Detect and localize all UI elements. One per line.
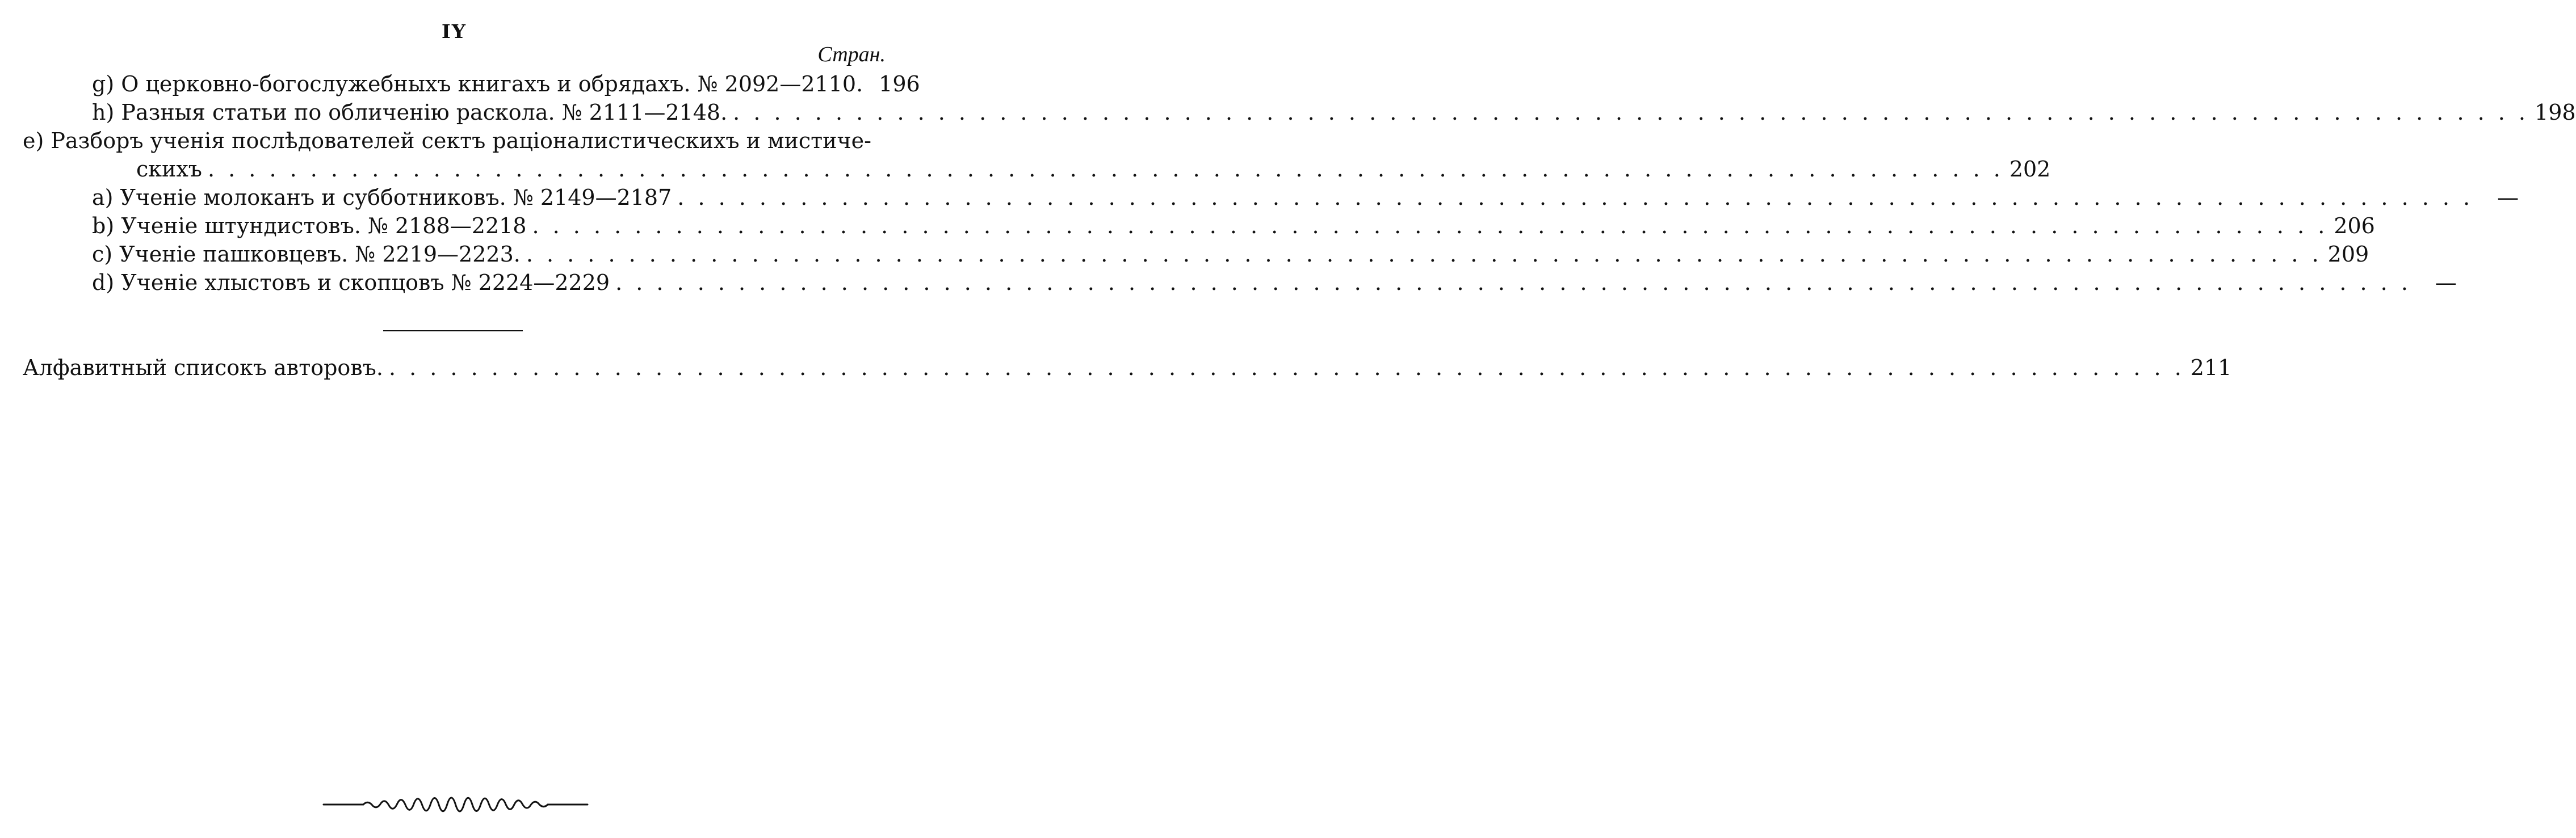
toc-entry-text: b) Ученіе штундистовъ. № 2188—2218 [92,213,527,238]
toc-entry [92,242,2369,270]
toc-leader [521,242,2328,267]
toc-entry-text: скихъ [136,157,202,182]
toc-entry-heading: e) Разборъ ученія послѣдователей сектъ раціоналистическихъ и мистиче- [23,128,871,153]
toc-entry-page: 198 [2535,100,2576,125]
toc-entry [92,185,2519,213]
toc-entry-page: 209 [2327,242,2369,267]
toc-entry [92,71,920,100]
toc-entry-appendix [23,355,2232,384]
toc-entry [92,213,2375,242]
toc-entry-text: a) Ученіе молоканъ и субботниковъ. № 2149—2187 [92,185,672,210]
toc-entry-page: — [2497,185,2519,210]
toc-leader [672,185,2479,210]
toc-leader [727,100,2535,125]
toc-leader [383,355,2191,380]
toc-leader [526,213,2334,238]
toc-entry [136,157,2051,185]
toc-entry-page: 202 [2009,157,2051,182]
toc-entry-page: — [2435,270,2457,295]
ornament-wavy-rule [324,794,588,815]
column-header: Стран. [817,43,886,66]
toc-entry-text: Алфавитный списокъ авторовъ. [23,355,383,380]
toc-entry [92,270,2457,298]
section-divider [383,330,523,331]
toc-entry-text: h) Разныя статьи по обличенію раскола. № 2111—2148. [92,100,728,125]
toc-entry-page: 206 [2334,213,2375,238]
toc-entry-text: d) Ученіе хлыстовъ и скопцовъ № 2224—2229 [92,270,610,295]
page-number: IY [441,20,467,43]
toc-entry-text: c) Ученіе пашковцевъ. № 2219—2223. [92,242,521,267]
toc-entry-text: g) О церковно-богослужебныхъ книгахъ и обрядахъ. № 2092—2110. [92,71,863,96]
toc-entry-page: 196 [879,71,920,96]
toc-leader [202,157,2009,182]
toc-entry-page: 211 [2190,355,2232,380]
toc-entry [92,100,2576,128]
toc-leader [610,270,2417,295]
